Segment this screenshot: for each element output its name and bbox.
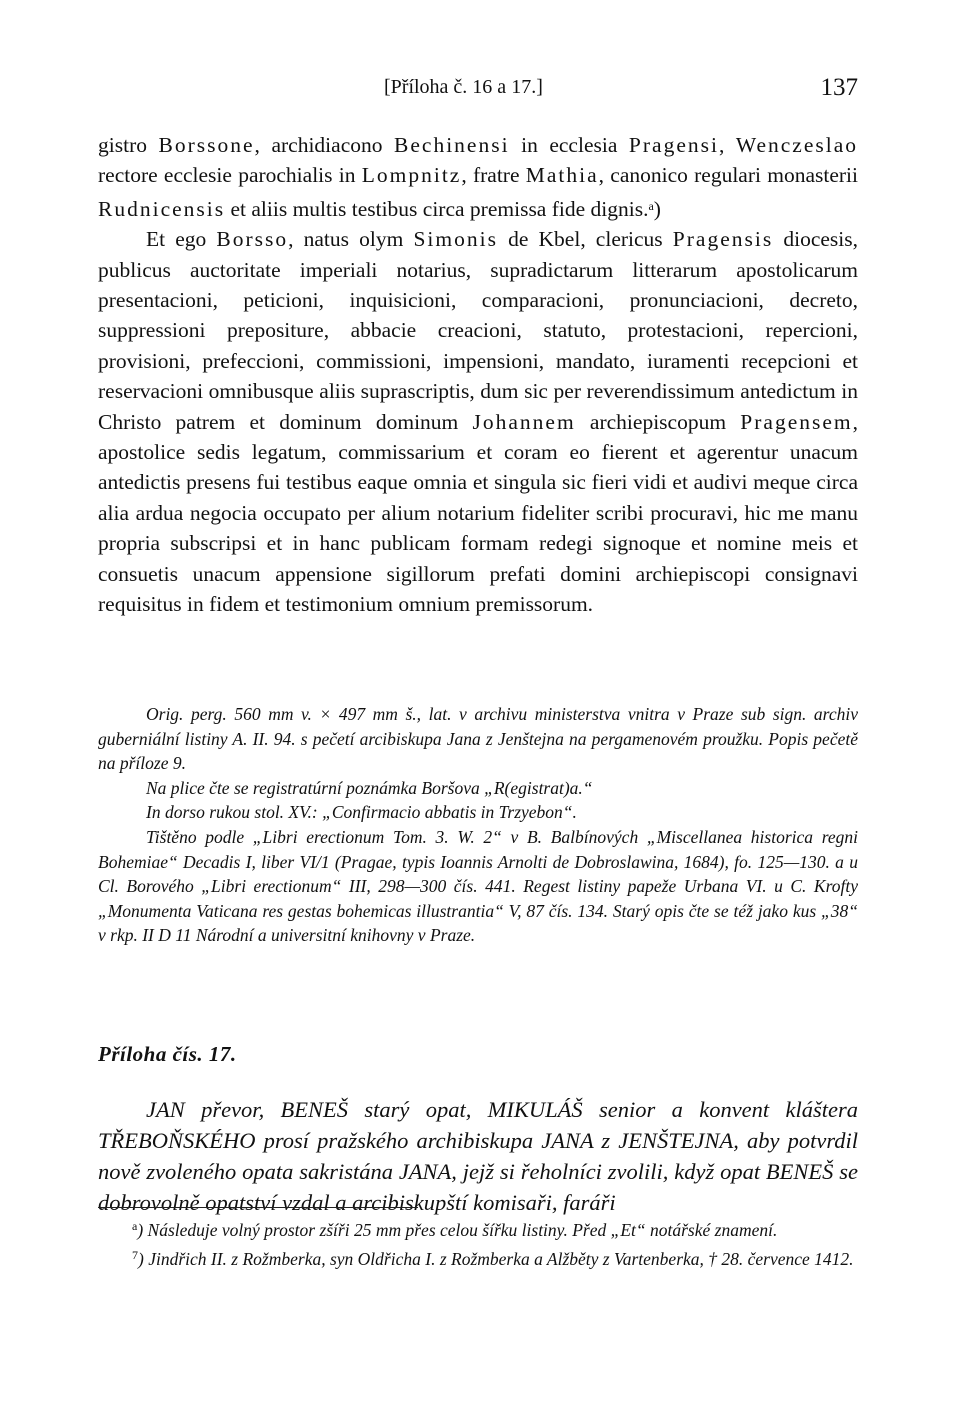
place-name: Pragensis [672,227,774,252]
note-dorso: In dorso rukou stol. XV.: „Confirmacio abbatis in Trzyebon“. [146,802,577,823]
place-name: Bechinensi [394,133,510,157]
paragraph-witnesses: gistro Borssone, archidiacono Bechinensi in ecclesia Pragensi, Wenczeslao rectore ecclesie parochialis in Lompnitz, fratre Mathia, canonico regulari monasterii Rudnicensis et aliis multis testibus circa premissa fide dignis.$^a$) [98,133,858,221]
note-registration: Na plice čte se registratúrní poznámka Boršova „R(egistrat)a.“ [146,777,593,798]
running-title: [Příloha č. 16 a 17.] [384,76,543,98]
place-name: Kbel [538,227,581,252]
footnote-marker: a [132,1219,138,1233]
note-printed-sources: Tištěno podle „Libri erectionum Tom. 3. W. 2“ v B. Balbínových „Miscellanea historica regni Bohemiae“ Decadis I, liber VI/1 (Pragae, typis Ioannis Arnolti de Dobroslawina, 1684), fo. 125—130. a u Cl. Borového „Libri erectionum“ III, 298—300 čís. 441. Regest listiny papeže Urbana VI. u C. Krofty „Monumenta Vaticana res gestas bohemicas illustrantia“ V, 87 čís. 134. Starý opis čte se též jako kus „38“ v rkp. II D 11 Národní a universitní knihovny v Praze. [98,826,858,946]
footnote-marker: 7 [132,1247,138,1262]
page-header [98,76,858,106]
archival-notes [98,702,858,948]
place-name: Pragensem [740,409,853,434]
paragraph-notary: Et ego Borsso, natus olym Simonis de Kbel, clericus Pragensis diocesis, publicus auctoritate imperiali notarius, supradictarum litterarum apostolicarum presentacioni, peticioni, inquisicioni, comparacioni, pronunciacioni, decreto, suppressioni prepositure, abbacie creacioni, statuto, protestacioni, repercioni, provisioni, prefeccioni, commissioni, impensioni, mandato, iuramenti recepcioni et reservacioni omnibusque aliis suprascriptis, dum sic per reverendissimum antedictum in Christo patrem et dominum dominum Johannem archiepiscopum Pragensem, apostolice sedis legatum, commissarium et coram eo fierent et agerentur unacum antedictis presens fui testibus eaque omnia et singula sic fieri vidi et audivi meque circa alia ardua negocia occupato per alium notarium fideliter scribi procuravi, hic me manu propria subscripsi et in hanc publicam formam redegi signoque et nomine meis et consuetis unacum appensione sigillorum prefati domini archiepiscopi consignavi requisitus in fidem et testimonium omnium premissorum. [98,227,858,617]
main-text [98,130,858,620]
footnote-a: $^a$) Následuje volný prostor zšíři 25 mm přes celou šířku listiny. Před „Et“ notářské znamení. [132,1219,778,1240]
person-name: Mathia [525,163,599,188]
footnote-divider [98,1207,418,1208]
footnotes [98,1214,858,1271]
person-name: Borssone [158,133,255,157]
place-name: Lompnitz [361,163,462,188]
footnote-7: $^7$) Jindřich II. z Rožmberka, syn Oldřicha I. z Rožmberka a Alžběty z Vartenberka, † 28. července 1412. [132,1247,854,1269]
appendix-regest [98,1094,858,1218]
person-name: Johannem [472,409,576,434]
footnote-marker: a [648,198,654,213]
person-name: Simonis [413,227,498,252]
place-name: Rudnicensis [98,196,226,221]
person-name: Wenczeslao [735,133,858,157]
page-number: 137 [820,74,858,101]
regest-text: JAN převor, BENEŠ starý opat, MIKULÁŠ senior a konvent kláštera TŘEBOŇSKÉHO prosí pražského archibiskupa JANA z JENŠTEJNA, aby potvrdil nově zvoleného opata sakristána JANA, jejž si řeholníci zvolili, když opat BENEŠ se dobrovolně opatství vzdal a arcibiskupští komisaři, faráři [98,1097,858,1215]
note-original: Orig. perg. 560 mm v. × 497 mm š., lat. v archivu ministerstva vnitra v Praze sub sign. archiv guberniální listiny A. II. 94. s pečetí arcibiskupa Jana z Jenštejna na pergamenovém proužku. Popis pečetě na příloze 9. [98,704,858,774]
person-name: Borsso [216,227,289,252]
place-name: Pragensi [628,133,719,157]
appendix-heading: Příloha čís. 17. [98,1042,237,1066]
